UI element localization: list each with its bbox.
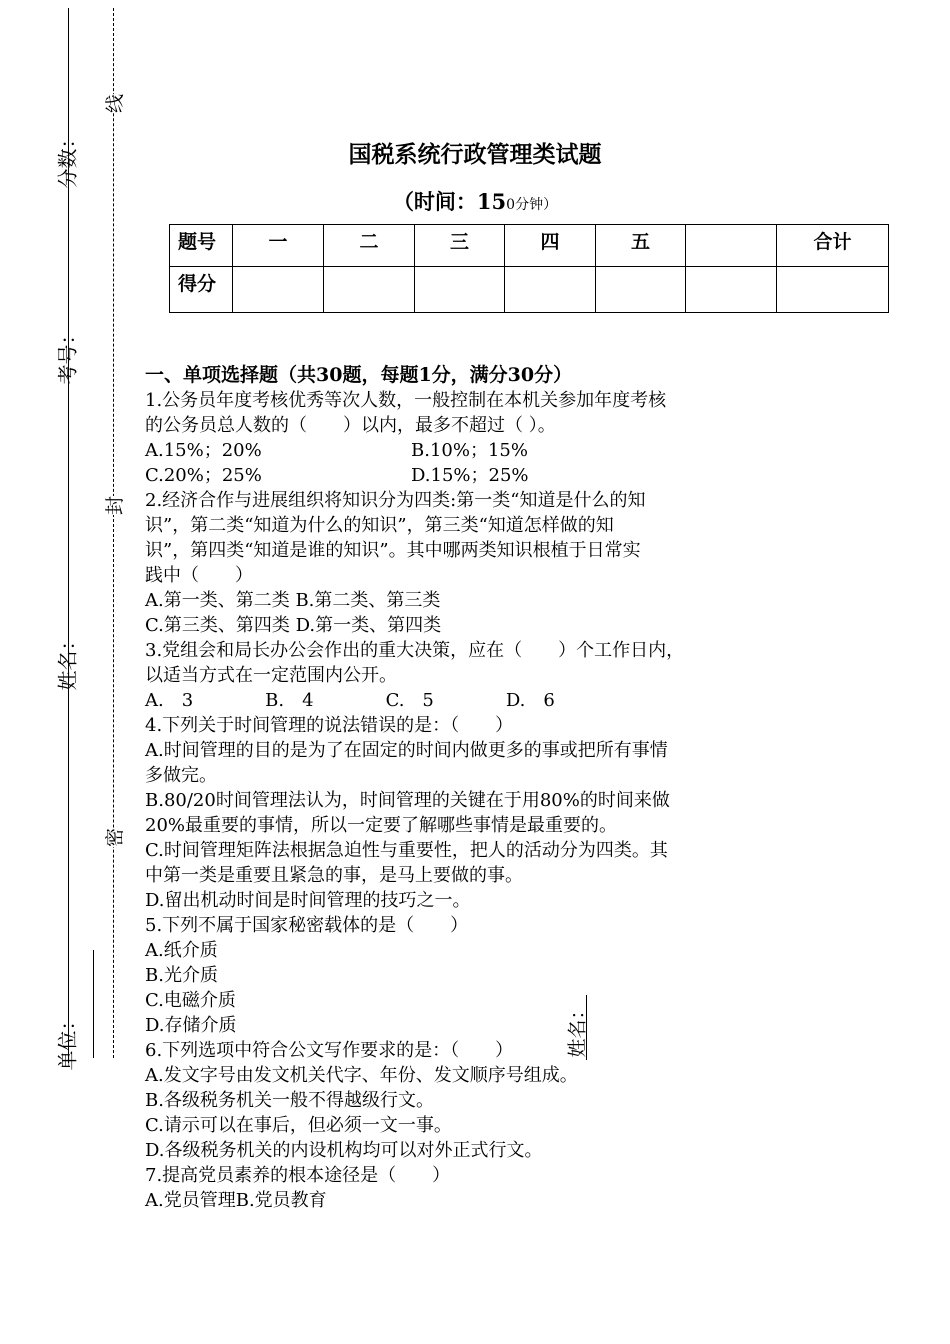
unit-field-label: 单位：: [55, 1010, 80, 1071]
score-cell: [505, 267, 596, 313]
seal-char-seal: 封: [98, 496, 129, 515]
question-line: A.第一类、第二类 B.第二类、第三类: [145, 590, 441, 611]
question-line: 践中（ ）: [145, 565, 253, 586]
question-line: 3.党组会和局长办公会作出的重大决策，应在（ ）个工作日内，: [145, 640, 685, 661]
score-cell: [233, 267, 324, 313]
score-table-score-row: [170, 267, 889, 313]
exam-number-field-label: 考号：: [55, 324, 80, 385]
seal-char-line: 线: [98, 94, 129, 113]
name-field-label: 姓名：: [55, 630, 80, 691]
score-header-1: 一: [233, 225, 324, 267]
exam-time: [0, 186, 950, 216]
score-cell: [324, 267, 415, 313]
question-line: [145, 438, 825, 463]
question-line: 的公务员总人数的（ ）以内，最多不超过（ ）。: [145, 415, 556, 436]
question-line: 以适当方式在一定范围内公开。: [145, 665, 397, 686]
question-line: C.电磁介质: [145, 990, 236, 1011]
question-line: A.纸介质: [145, 940, 218, 961]
question-line: A.发文字号由发文机关代字、年份、发文顺序号组成。: [145, 1065, 578, 1086]
question-line: 7.提高党员素养的根本途径是（ ）: [145, 1165, 451, 1186]
question-line: 多做完。: [145, 765, 217, 786]
score-field-label: 分数：: [55, 128, 80, 189]
question-line: B.光介质: [145, 965, 218, 986]
question-line: A.时间管理的目的是为了在固定的时间内做更多的事或把所有事情: [145, 740, 668, 761]
option-cell: A.15%；20%: [145, 440, 262, 461]
question-line: 4.下列关于时间管理的说法错误的是：（ ）: [145, 715, 514, 736]
score-header-3: 三: [415, 225, 505, 267]
question-line: A.党员管理B.党员教育: [145, 1190, 327, 1211]
question-line: B.各级税务机关一般不得越级行文。: [145, 1090, 434, 1111]
score-row-label: 得分: [170, 267, 233, 313]
question-line: D.存储介质: [145, 1015, 237, 1036]
score-cell: [777, 267, 889, 313]
score-header-5: 五: [596, 225, 686, 267]
question-line: D.各级税务机关的内设机构均可以对外正式行文。: [145, 1140, 543, 1161]
score-header-4: 四: [505, 225, 596, 267]
time-prefix: （时间：15: [392, 189, 507, 214]
question-line: D.留出机动时间是时间管理的技巧之一。: [145, 890, 471, 911]
question-line: 20%最重要的事情，所以一定要了解哪些事情是最重要的。: [145, 815, 618, 836]
section-heading: 一、单项选择题（共30题，每题1分，满分30分）: [145, 364, 573, 386]
question-line: 中第一类是重要且紧急的事，是马上要做的事。: [145, 865, 523, 886]
exam-title: 国税系统行政管理类试题: [348, 141, 602, 168]
score-cell: [415, 267, 505, 313]
question-line: 2.经济合作与进展组织将知识分为四类:第一类“知道是什么的知: [145, 490, 646, 511]
question-line: B.80/20时间管理法认为，时间管理的关键在于用80%的时间来做: [145, 790, 670, 811]
question-body: [145, 363, 825, 1213]
question-line: C.第三类、第四类 D.第一类、第四类: [145, 615, 442, 636]
binding-short-line-a: [93, 950, 94, 1058]
question-lines: [145, 388, 825, 1213]
question-line: [145, 463, 825, 488]
stray-name-label: 姓名：: [566, 1000, 589, 1058]
question-line: 识”，第四类“知道是谁的知识”。其中哪两类知识根植于日常实: [145, 540, 641, 561]
score-header-2: 二: [324, 225, 415, 267]
score-table-header-row: [170, 225, 889, 267]
score-cell: [686, 267, 777, 313]
question-line: 识”，第二类“知道为什么的知识”，第三类“知道怎样做的知: [145, 515, 614, 536]
question-line: 1.公务员年度考核优秀等次人数，一般控制在本机关参加年度考核: [145, 390, 667, 411]
score-header-blank: [686, 225, 777, 267]
question-line: 5.下列不属于国家秘密载体的是（ ）: [145, 915, 469, 936]
score-header-label: 题号: [170, 225, 233, 267]
question-line: A. 3 B. 4 C. 5 D. 6: [145, 690, 555, 711]
question-line: 6.下列选项中符合公文写作要求的是：（ ）: [145, 1040, 514, 1061]
question-line: C.时间管理矩阵法根据急迫性与重要性，把人的活动分为四类。其: [145, 840, 668, 861]
score-table: [169, 224, 889, 313]
question-line: C.请示可以在事后，但必须一文一事。: [145, 1115, 452, 1136]
time-suffix: 0分钟）: [506, 197, 558, 213]
score-cell: [596, 267, 686, 313]
score-header-total: 合计: [777, 225, 889, 267]
seal-char-secret: 密: [98, 828, 129, 847]
option-cell: B.10%；15%: [411, 440, 528, 461]
option-cell: D.15%；25%: [411, 465, 529, 486]
option-cell: C.20%；25%: [145, 465, 262, 486]
